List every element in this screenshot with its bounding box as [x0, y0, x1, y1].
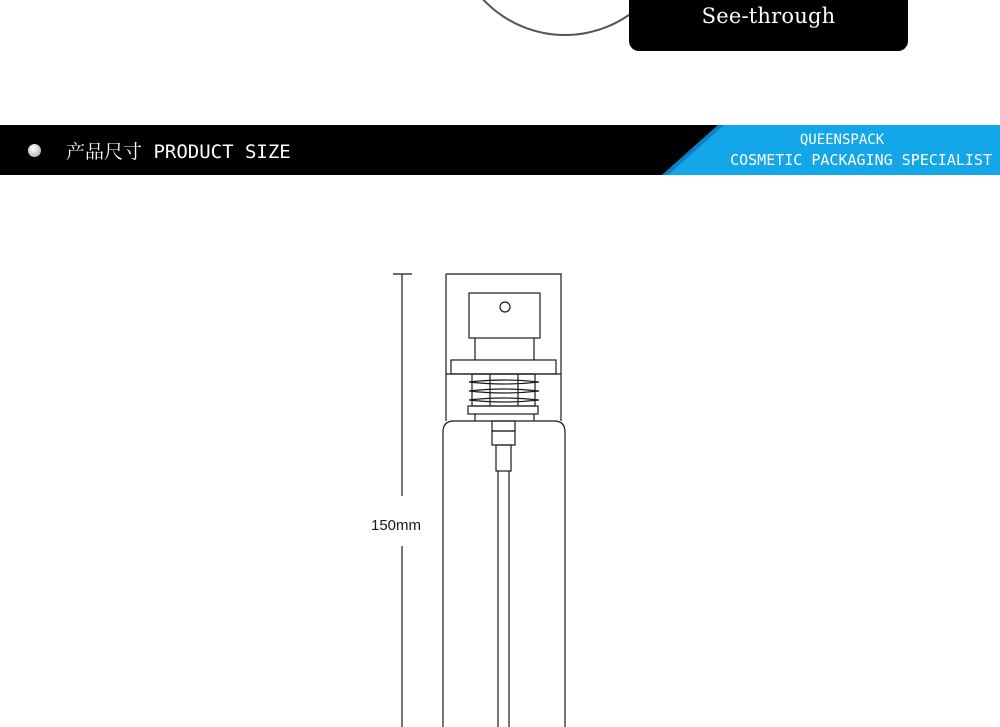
pump-stem — [492, 421, 515, 727]
brand-name: QUEENSPACK — [799, 132, 885, 148]
height-dimension-label: 150mm — [371, 517, 422, 534]
section-title: 产品尺寸 PRODUCT SIZE — [66, 141, 291, 163]
badge-label: See-through — [701, 4, 836, 28]
bottle-body — [443, 421, 565, 727]
product-size-header — [0, 125, 1000, 175]
pump-actuator — [469, 293, 540, 360]
see-through-badge — [629, 0, 908, 51]
product-dimension-drawing — [0, 175, 1000, 727]
top-decoration — [0, 0, 1000, 125]
bottle-cap — [446, 274, 561, 421]
brand-tagline: COSMETIC PACKAGING SPECIALIST — [730, 151, 992, 169]
height-dimension-line — [393, 274, 412, 727]
pump-collar — [446, 360, 561, 421]
bullet-dot-icon — [28, 144, 41, 157]
